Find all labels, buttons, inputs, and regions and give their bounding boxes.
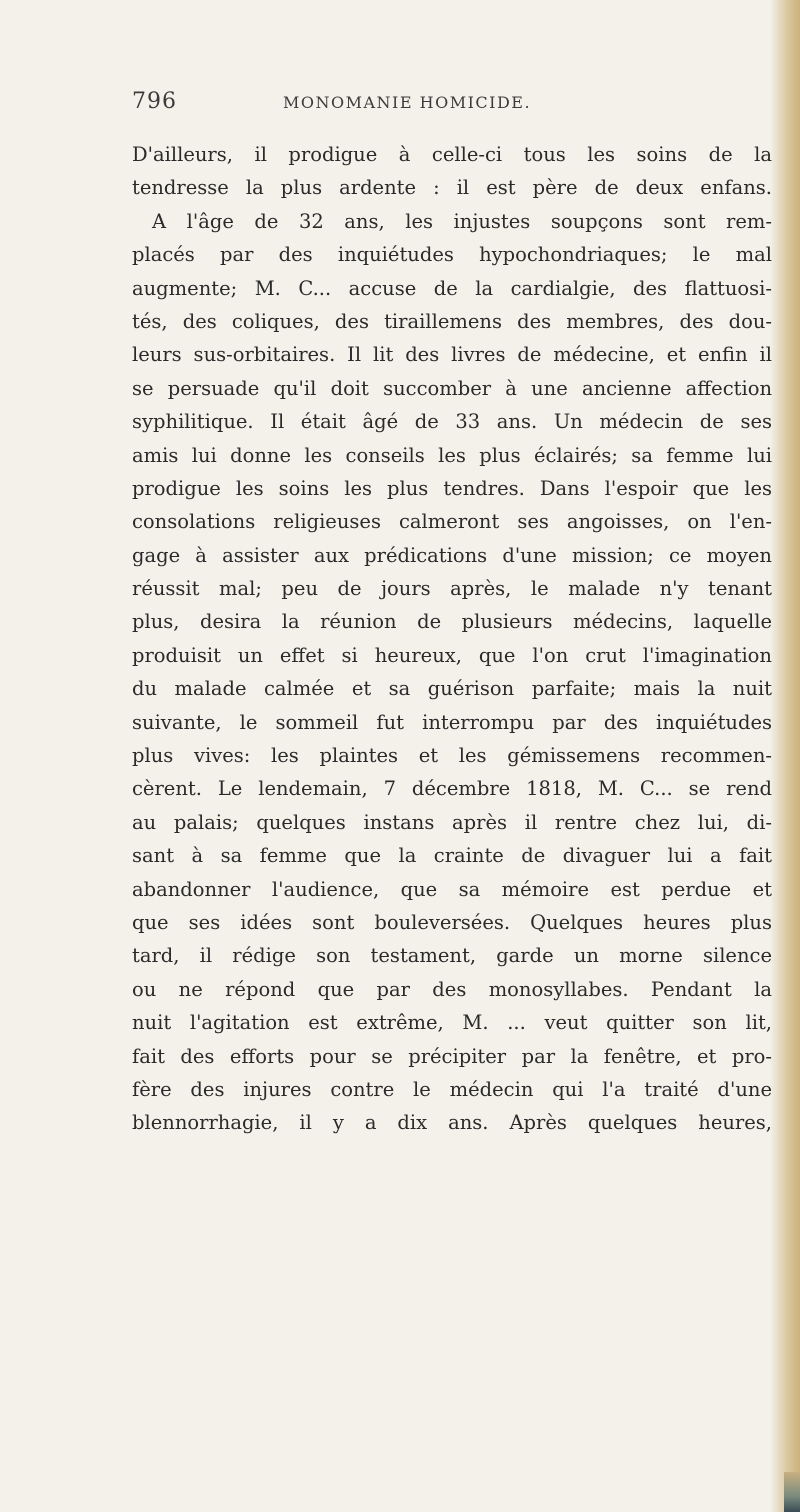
text-line: fait des efforts pour se précipiter par la fenêtre, et pro- [132, 1044, 772, 1068]
text-line: fère des injures contre le médecin qui l'a traité d'une [132, 1077, 772, 1101]
text-line: ou ne répond que par des monosyllabes. Pendant la [132, 977, 772, 1001]
page-edge-mark [784, 1472, 800, 1512]
text-line: placés par des inquiétudes hypochondriaques; le mal [132, 243, 772, 267]
page-edge-shadow [770, 0, 800, 1512]
text-line: consolations religieuses calmeront ses angoisses, on l'en- [132, 510, 772, 534]
text-line: tés, des coliques, des tiraillemens des membres, des dou- [132, 309, 772, 333]
text-line: blennorrhagie, il y a dix ans. Après quelques heures, [132, 1111, 772, 1135]
text-line: réussit mal; peu de jours après, le malade n'y tenant [132, 577, 772, 601]
text-line: prodigue les soins les plus tendres. Dans l'espoir que les [132, 476, 772, 500]
text-line: que ses idées sont bouleversées. Quelques heures plus [132, 910, 772, 934]
text-line: suivante, le sommeil fut interrompu par des inquiétudes [132, 710, 772, 734]
text-line: leurs sus-orbitaires. Il lit des livres de médecine, et enfin il [132, 343, 772, 367]
text-line: au palais; quelques instans après il rentre chez lui, di- [132, 810, 772, 834]
text-line: tard, il rédige son testament, garde un morne silence [132, 944, 772, 968]
text-line: amis lui donne les conseils les plus éclairés; sa femme lui [132, 443, 772, 467]
text-line: plus vives: les plaintes et les gémissemens recommen- [132, 744, 772, 768]
text-line: syphilitique. Il était âgé de 33 ans. Un médecin de ses [132, 410, 772, 434]
text-line: augmente; M. C... accuse de la cardialgie, des flattuosi- [132, 276, 772, 300]
text-line: sant à sa femme que la crainte de divaguer lui a fait [132, 844, 772, 868]
text-line: A l'âge de 32 ans, les injustes soupçons sont rem- [152, 209, 772, 233]
running-head [118, 84, 798, 124]
text-line: plus, desira la réunion de plusieurs médecins, laquelle [132, 610, 772, 634]
text-line: du malade calmée et sa guérison parfaite; mais la nuit [132, 677, 772, 701]
body-text [132, 138, 772, 1140]
text-line: se persuade qu'il doit succomber à une ancienne affection [132, 376, 772, 400]
text-line: abandonner l'audience, que sa mémoire est perdue et [132, 877, 772, 901]
text-line: nuit l'agitation est extrême, M. ... veut quitter son lit, [132, 1011, 772, 1035]
page-number: 796 [132, 89, 177, 114]
text-line: produisit un effet si heureux, que l'on crut l'imagination [132, 643, 772, 667]
text-line: D'ailleurs, il prodigue à celle-ci tous les soins de la [132, 143, 772, 166]
running-title: MONOMANIE HOMICIDE. [283, 93, 532, 112]
text-line: cèrent. Le lendemain, 7 décembre 1818, M. C... se rend [132, 777, 772, 801]
text-line: tendresse la plus ardente : il est père de deux enfans. [132, 176, 772, 200]
text-line: gage à assister aux prédications d'une mission; ce moyen [132, 543, 772, 567]
